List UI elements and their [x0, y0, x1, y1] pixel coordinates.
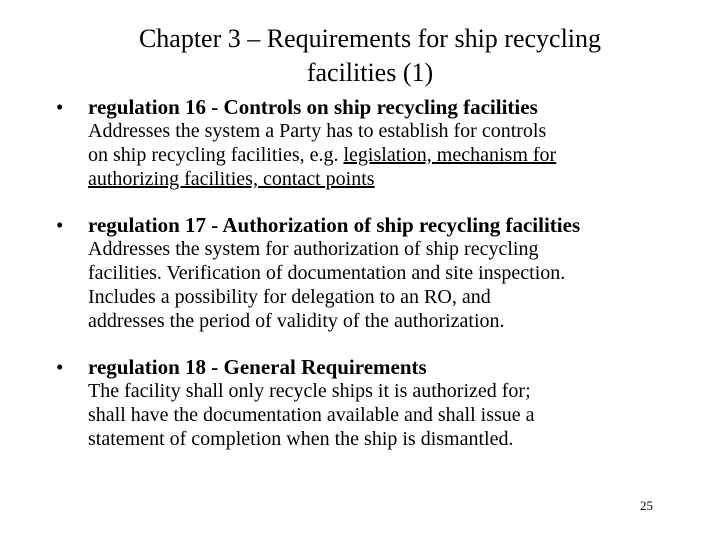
title-line-1: Chapter 3 – Requirements for ship recycling — [138, 24, 602, 53]
underlined-text: legislation, mechanism for — [343, 144, 557, 166]
body-line: Addresses the system for authorization of ship recycling — [88, 238, 539, 260]
body-line — [88, 143, 686, 167]
body-line: Addresses the system a Party has to establish for controls — [88, 120, 547, 142]
page-number: 25 — [640, 498, 653, 513]
bullet-body — [88, 379, 686, 451]
bullet-heading: regulation 17 - Authorization of ship recycling facilities — [88, 213, 581, 237]
bullet-heading: regulation 16 - Controls on ship recycling facilities — [88, 95, 538, 119]
bullet-dot: • — [56, 355, 64, 379]
bullet-body — [88, 237, 686, 333]
bullet-dot: • — [56, 213, 64, 237]
bullet-list — [56, 95, 686, 451]
slide-title — [60, 22, 680, 90]
bullet-dot: • — [56, 95, 64, 119]
underlined-text: authorizing facilities, contact points — [88, 168, 375, 190]
body-line — [88, 167, 686, 191]
bullet-regulation-17 — [56, 213, 686, 333]
bullet-regulation-16 — [56, 95, 686, 191]
body-line: Includes a possibility for delegation to an RO, and — [88, 286, 491, 308]
body-line: addresses the period of validity of the authorization. — [88, 310, 505, 332]
body-line: The facility shall only recycle ships it is authorized for; — [88, 380, 531, 402]
title-line-2: facilities (1) — [306, 58, 434, 87]
bullet-body — [88, 119, 686, 191]
body-line: facilities. Verification of documentation and site inspection. — [88, 262, 566, 284]
body-line: statement of completion when the ship is dismantled. — [88, 428, 514, 450]
body-text: on ship recycling facilities, e.g. — [88, 144, 344, 166]
bullet-regulation-18 — [56, 355, 686, 451]
body-line: shall have the documentation available and shall issue a — [88, 404, 535, 426]
bullet-heading: regulation 18 - General Requirements — [88, 355, 427, 379]
